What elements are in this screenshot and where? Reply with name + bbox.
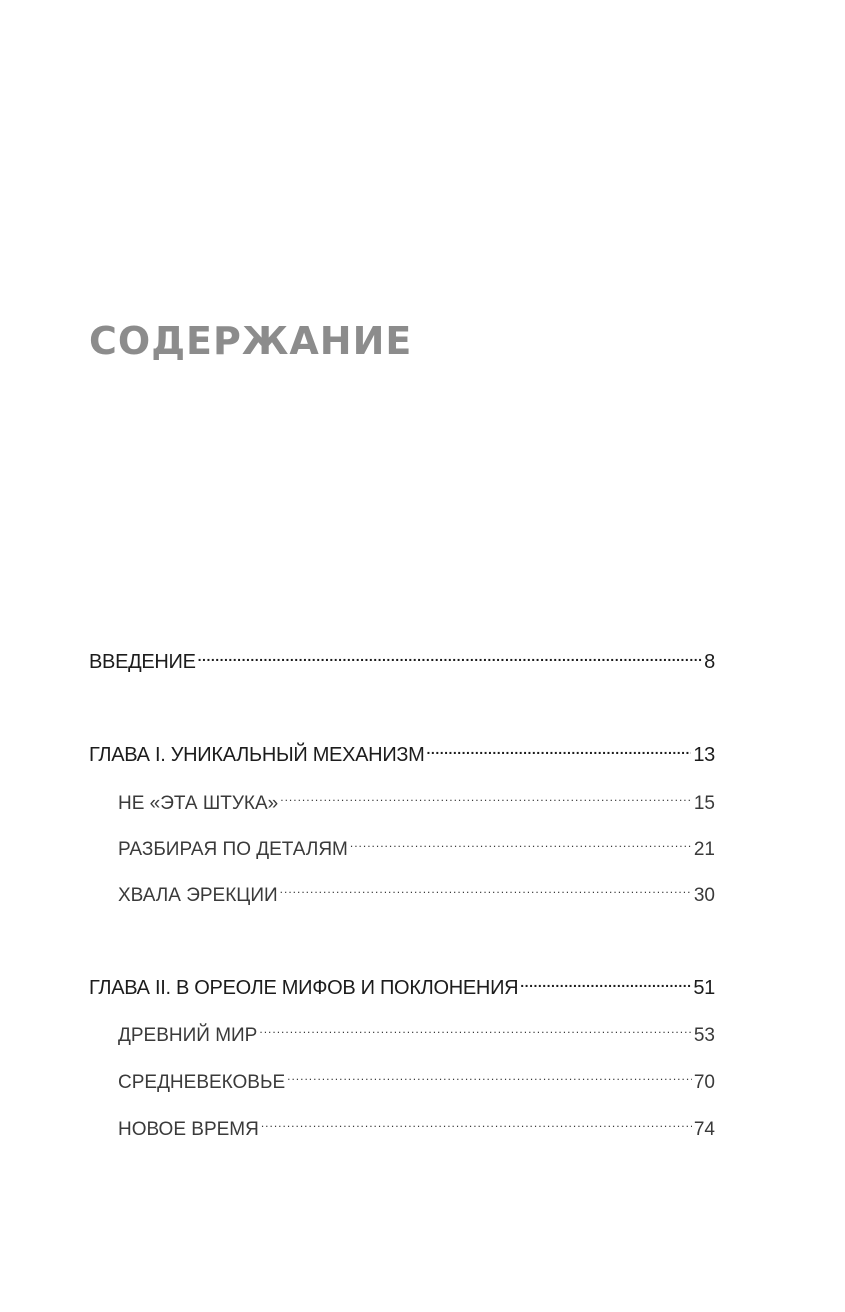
toc-entry-title: ДРЕВНИЙ МИР bbox=[118, 1025, 258, 1046]
toc-entry-page: 8 bbox=[704, 651, 715, 673]
toc-entry-title: ВВЕДЕНИЕ bbox=[89, 651, 196, 673]
dot-leader bbox=[280, 779, 692, 809]
dot-leader bbox=[520, 964, 691, 994]
toc-entry-page: 74 bbox=[693, 1119, 715, 1140]
toc-entry-page: 51 bbox=[693, 977, 715, 999]
toc-entry-section[interactable] bbox=[118, 1011, 715, 1046]
dot-leader bbox=[198, 638, 703, 668]
toc-entry-section[interactable] bbox=[118, 1058, 715, 1093]
toc-entry-page: 53 bbox=[693, 1025, 715, 1046]
toc-entry-section[interactable] bbox=[118, 871, 715, 906]
dot-leader bbox=[427, 731, 692, 761]
dot-leader bbox=[350, 825, 692, 855]
page-title: СОДЕРЖАНИЕ bbox=[89, 319, 413, 363]
toc-entry-section[interactable] bbox=[118, 825, 715, 860]
toc-entry-page: 15 bbox=[693, 793, 715, 814]
toc-entry-introduction[interactable] bbox=[89, 638, 715, 673]
toc-entry-title: РАЗБИРАЯ ПО ДЕТАЛЯМ bbox=[118, 839, 348, 860]
dot-leader bbox=[259, 1011, 692, 1041]
toc-entry-section[interactable] bbox=[118, 1105, 715, 1140]
toc-entry-page: 70 bbox=[693, 1072, 715, 1093]
toc-entry-page: 13 bbox=[693, 744, 715, 766]
toc-entry-page: 30 bbox=[693, 885, 715, 906]
dot-leader bbox=[280, 871, 692, 901]
toc-entry-chapter-1[interactable] bbox=[89, 731, 715, 766]
toc-entry-title: ГЛАВА II. В ОРЕОЛЕ МИФОВ И ПОКЛОНЕНИЯ bbox=[89, 977, 519, 999]
toc-entry-title: ГЛАВА I. УНИКАЛЬНЫЙ МЕХАНИЗМ bbox=[89, 744, 425, 766]
dot-leader bbox=[261, 1105, 692, 1135]
toc-entry-page: 21 bbox=[693, 839, 715, 860]
toc-entry-title: СРЕДНЕВЕКОВЬЕ bbox=[118, 1072, 286, 1093]
dot-leader bbox=[287, 1058, 692, 1088]
toc-entry-title: НЕ «ЭТА ШТУКА» bbox=[118, 793, 279, 814]
toc-entry-chapter-2[interactable] bbox=[89, 964, 715, 999]
toc-entry-section[interactable] bbox=[118, 779, 715, 814]
toc-entry-title: ХВАЛА ЭРЕКЦИИ bbox=[118, 885, 278, 906]
toc-entry-title: НОВОЕ ВРЕМЯ bbox=[118, 1119, 259, 1140]
